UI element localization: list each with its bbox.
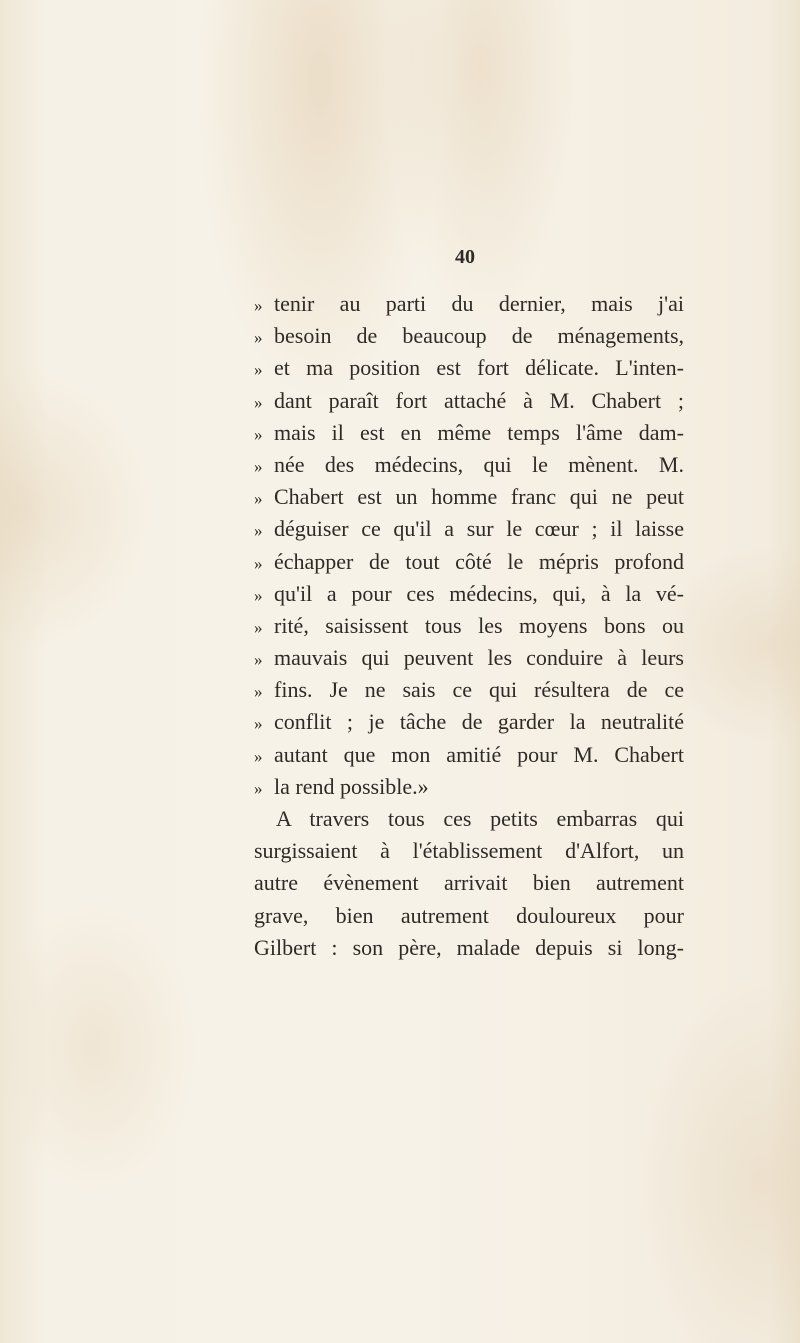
quote-line <box>254 674 684 706</box>
paragraph-line <box>254 803 684 835</box>
quote-line <box>254 546 684 578</box>
quote-line <box>254 352 684 384</box>
quote-line-text: Chabert est un homme franc qui ne peut <box>274 484 684 510</box>
quote-line <box>254 481 684 513</box>
page-number: 40 <box>455 246 475 268</box>
quote-line-text: qu'il a pour ces médecins, qui, à la vé- <box>274 580 684 606</box>
guillemet: » <box>254 296 263 315</box>
quote-line <box>254 417 684 449</box>
guillemet: » <box>254 424 263 444</box>
quote-line <box>254 739 684 771</box>
guillemet: » <box>254 521 263 541</box>
guillemet: » <box>254 456 263 476</box>
quote-line <box>254 642 684 674</box>
quote-line <box>254 610 684 642</box>
quote-line-text: et ma position est fort délicate. L'inten- <box>274 355 684 381</box>
quote-line <box>254 449 684 481</box>
paragraph-line-text: autre évènement arrivait bien autrement <box>254 870 684 896</box>
text-block <box>254 288 684 964</box>
quote-line-text: mauvais qui peuvent les conduire à leurs <box>274 645 684 671</box>
paragraph-line <box>254 932 684 964</box>
paragraph-line <box>254 867 684 899</box>
quote-line-text: rité, saisissent tous les moyens bons ou <box>274 612 684 638</box>
paragraph-line-text: surgissaient à l'établissement d'Alfort, un <box>254 838 684 864</box>
guillemet: » <box>254 746 263 766</box>
quote-line <box>254 513 684 545</box>
quote-line-text: autant que mon amitié pour M. Chabert <box>274 741 684 767</box>
guillemet: » <box>254 553 263 573</box>
quote-line-text: née des médecins, qui le mènent. M. <box>274 451 684 477</box>
guillemet: » <box>254 489 263 509</box>
quote-line <box>254 578 684 610</box>
paragraph-line <box>254 835 684 867</box>
quote-line-text: besoin de beaucoup de ménagements, <box>274 323 684 349</box>
quote-line-text: échapper de tout côté le mépris profond <box>274 548 684 574</box>
quote-line-text: conflit ; je tâche de garder la neutralité <box>274 709 684 735</box>
quote-line-text: la rend possible.» <box>274 773 429 799</box>
quote-line <box>254 706 684 738</box>
quote-line <box>254 320 684 352</box>
guillemet: » <box>254 360 263 380</box>
quote-line-text: mais il est en même temps l'âme dam- <box>274 419 684 445</box>
quote-line <box>254 771 684 803</box>
guillemet: » <box>254 714 263 734</box>
quote-line-text: dant paraît fort attaché à M. Chabert ; <box>274 387 684 413</box>
paragraph-line-text: Gilbert : son père, malade depuis si long- <box>254 934 684 960</box>
paragraph-line-text: grave, bien autrement douloureux pour <box>254 902 684 928</box>
quote-line-text: déguiser ce qu'il a sur le cœur ; il laisse <box>274 516 684 542</box>
quote-line <box>254 288 684 320</box>
guillemet: » <box>254 778 263 798</box>
quote-line-text: fins. Je ne sais ce qui résultera de ce <box>274 677 684 703</box>
quote-line-text: tenir au parti du dernier, mais j'ai <box>274 291 684 316</box>
guillemet: » <box>254 617 263 637</box>
paragraph-line-text: A travers tous ces petits embarras qui <box>276 806 684 831</box>
guillemet: » <box>254 650 263 670</box>
paragraph-line <box>254 900 684 932</box>
guillemet: » <box>254 328 263 348</box>
guillemet: » <box>254 585 263 605</box>
quote-line <box>254 385 684 417</box>
guillemet: » <box>254 682 263 702</box>
guillemet: » <box>254 392 263 412</box>
